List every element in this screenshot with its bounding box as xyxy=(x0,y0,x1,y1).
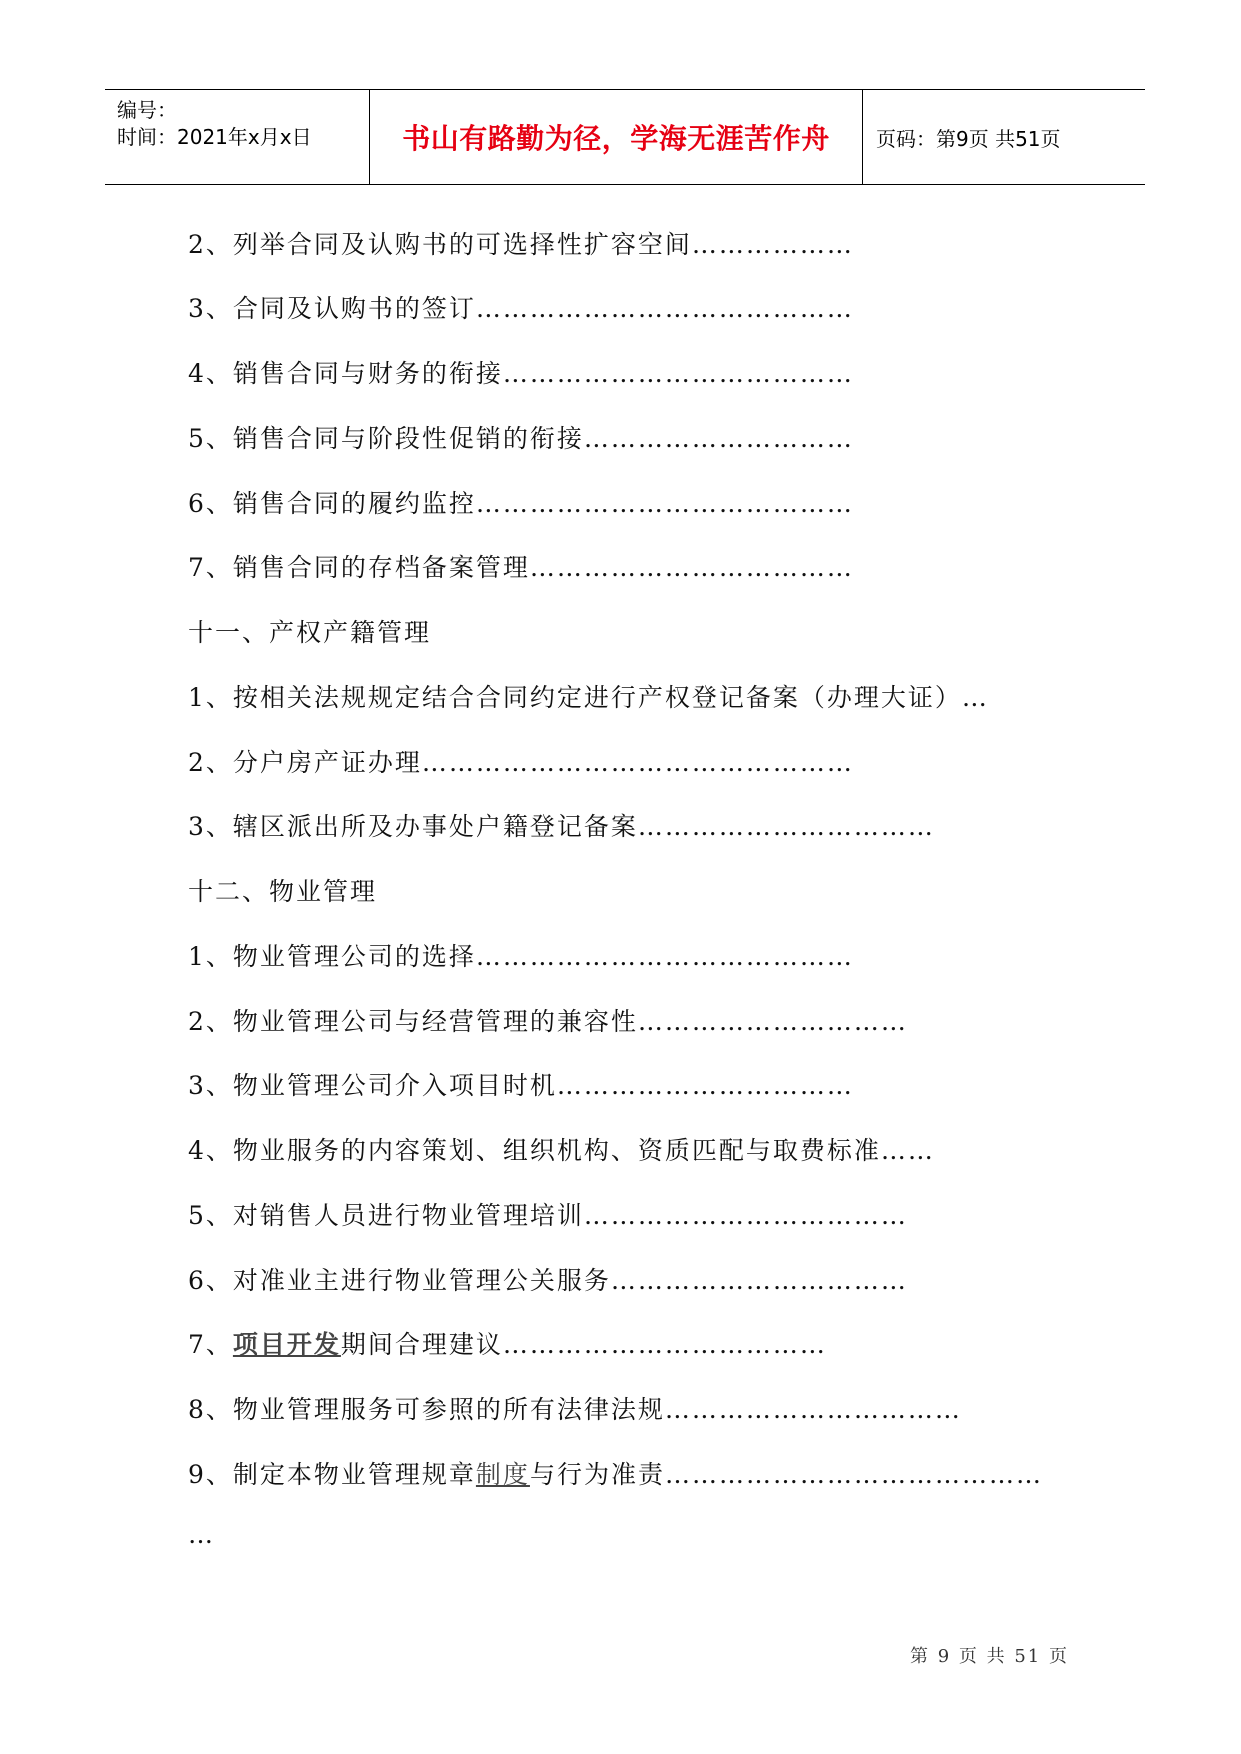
toc-entry: 2、物业管理公司与经营管理的兼容性………………………… xyxy=(188,1007,908,1036)
toc-entry: 8、物业管理服务可参照的所有法律法规…………………………… xyxy=(188,1395,962,1424)
toc-entry xyxy=(188,1458,1043,1492)
toc-entry-suffix: 期间合理建议……………………………… xyxy=(340,1330,827,1359)
toc-entry: 5、销售合同与阶段性促销的衔接………………………… xyxy=(188,424,854,453)
header-page-cell xyxy=(862,90,1145,184)
toc-entry: 3、物业管理公司介入项目时机…………………………… xyxy=(188,1071,854,1100)
toc-entry-prefix: 7、 xyxy=(188,1330,233,1359)
document-number-label: 编号： xyxy=(117,98,177,122)
toc-entry: 6、销售合同的履约监控…………………………………… xyxy=(188,489,854,518)
toc-section-heading: 十二、物业管理 xyxy=(188,877,378,906)
toc-entry: 4、物业服务的内容策划、组织机构、资质匹配与取费标准…… xyxy=(188,1136,935,1165)
page-header xyxy=(105,89,1145,185)
toc-entry: 1、按相关法规规定结合合同约定进行产权登记备案（办理大证）… xyxy=(188,683,989,712)
toc-entry xyxy=(188,1328,827,1362)
toc-entry: 7、销售合同的存档备案管理……………………………… xyxy=(188,553,854,582)
toc-entry-suffix: 与行为准责…………………………………… xyxy=(529,1460,1043,1489)
toc-entry: 5、对销售人员进行物业管理培训……………………………… xyxy=(188,1201,908,1230)
toc-entry-prefix: 9、制定本物业管理规章 xyxy=(188,1460,476,1489)
toc-entry-continuation: … xyxy=(188,1520,215,1549)
document-time-label: 时间：2021年x月x日 xyxy=(117,125,312,149)
header-meta-cell xyxy=(105,90,369,184)
toc-section-heading: 十一、产权产籍管理 xyxy=(188,618,432,647)
toc-entry: 2、列举合同及认购书的可选择性扩容空间……………… xyxy=(188,230,854,259)
toc-entry: 3、合同及认购书的签订…………………………………… xyxy=(188,294,854,323)
page-footer: 第 9 页 共 51 页 xyxy=(910,1646,1069,1667)
toc-entry: 1、物业管理公司的选择…………………………………… xyxy=(188,942,854,971)
toc-entry: 2、分户房产证办理………………………………………… xyxy=(188,748,854,777)
toc-entry: 6、对准业主进行物业管理公关服务…………………………… xyxy=(188,1266,908,1295)
system-link[interactable]: 制度 xyxy=(475,1460,530,1489)
project-development-link[interactable]: 项目开发 xyxy=(232,1330,341,1359)
header-motto-cell xyxy=(369,90,863,184)
toc-entry: 3、辖区派出所及办事处户籍登记备案…………………………… xyxy=(188,812,935,841)
toc-entry: 4、销售合同与财务的衔接………………………………… xyxy=(188,359,854,388)
header-motto: 书山有路勤为径，学海无涯苦作舟 xyxy=(402,122,830,155)
header-page-info: 页码：第9页 共51页 xyxy=(876,126,1061,151)
